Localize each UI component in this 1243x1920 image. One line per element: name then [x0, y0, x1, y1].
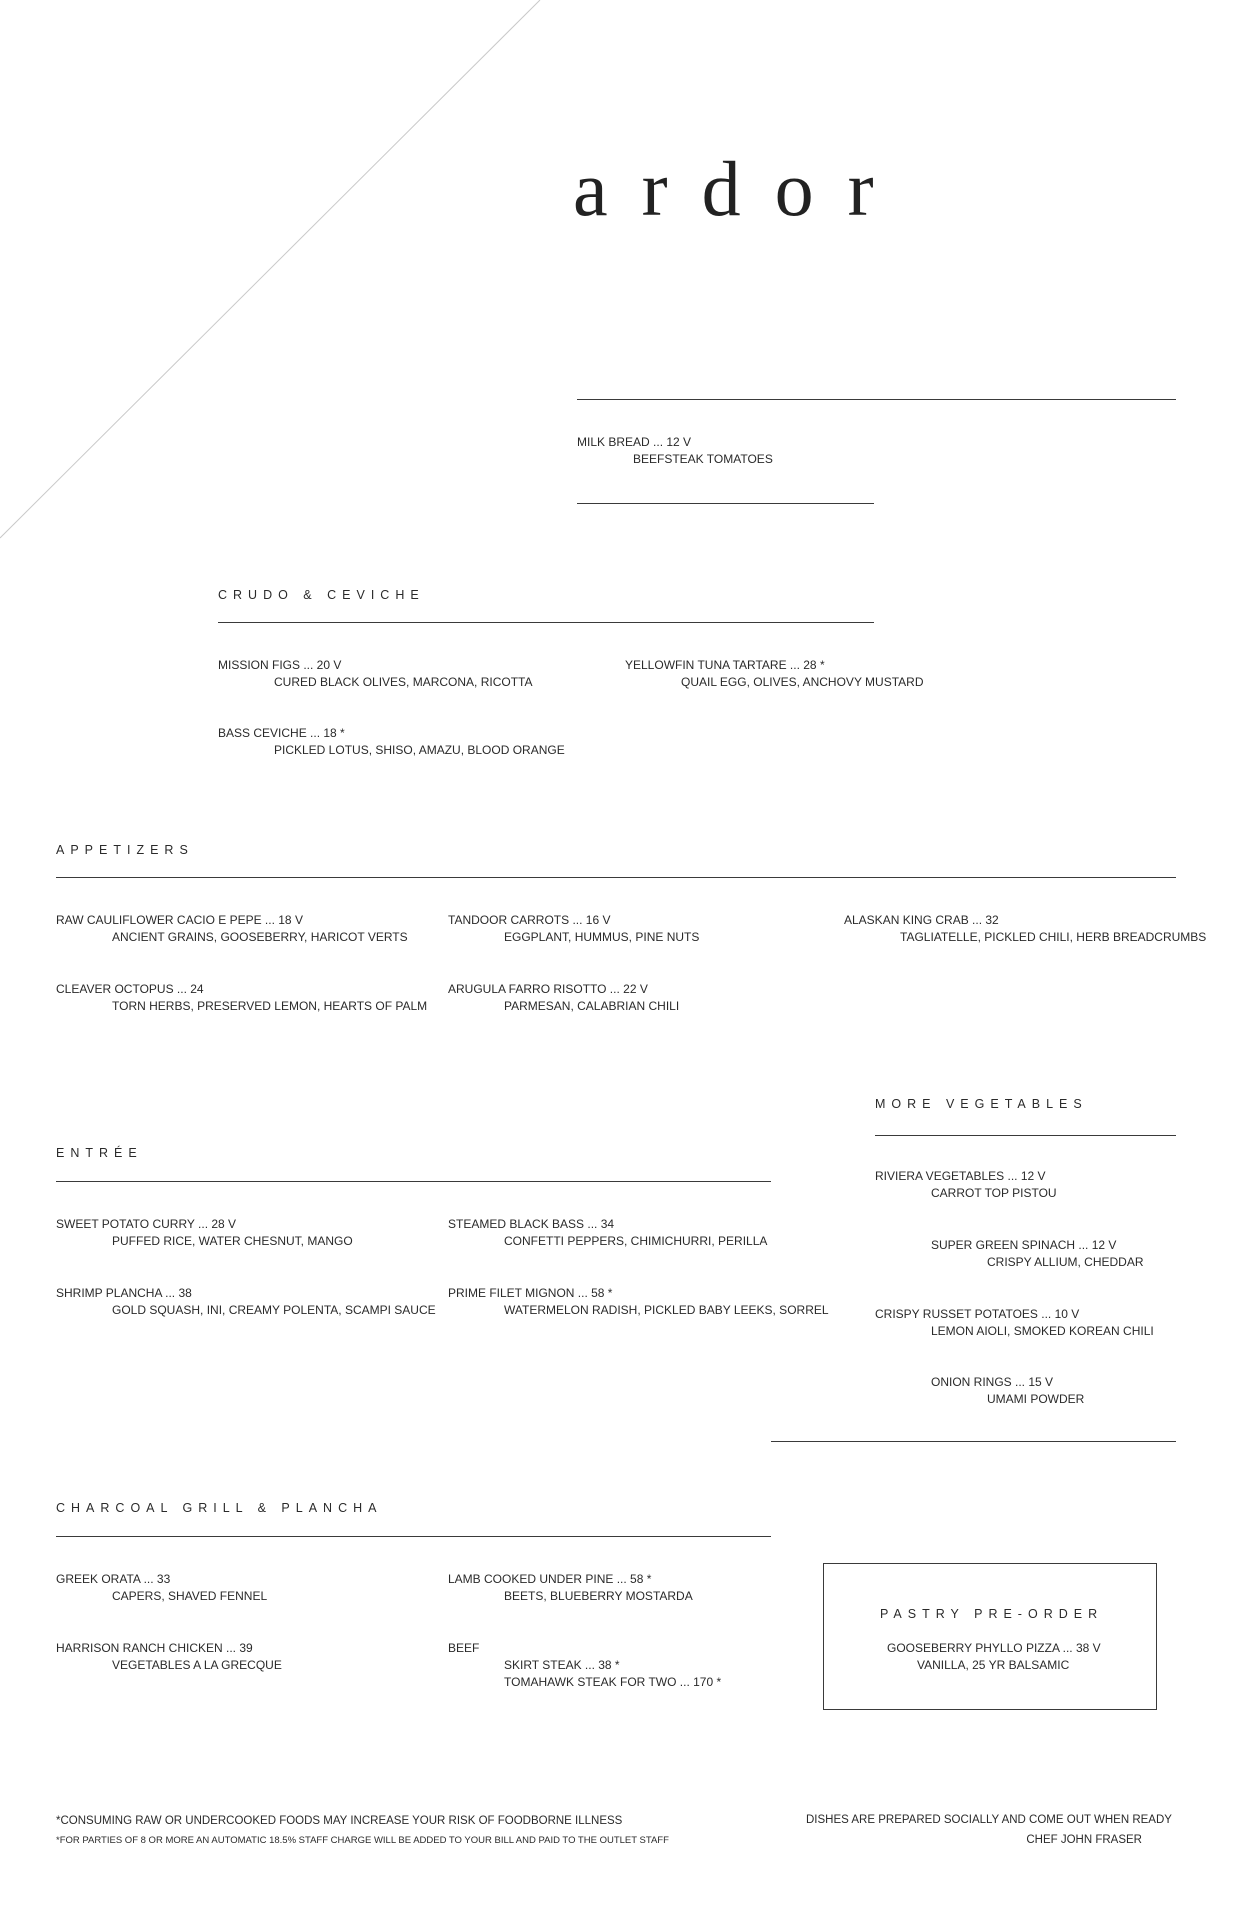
- item-name: SHRIMP PLANCHA ... 38: [56, 1286, 192, 1300]
- item-name: MILK BREAD ... 12 V: [577, 435, 692, 449]
- item-desc: SKIRT STEAK ... 38 *: [504, 1658, 620, 1672]
- menu-item: [448, 1285, 829, 1319]
- item-name: HARRISON RANCH CHICKEN ... 39: [56, 1641, 253, 1655]
- section-title-pastry: PASTRY PRE-ORDER: [880, 1607, 1104, 1621]
- brand-logo: ardor: [573, 145, 908, 232]
- menu-item: [56, 1640, 282, 1674]
- menu-item: [218, 657, 533, 691]
- item-desc: CURED BLACK OLIVES, MARCONA, RICOTTA: [274, 675, 533, 689]
- item-desc: BEETS, BLUEBERRY MOSTARDA: [504, 1589, 693, 1603]
- decorative-diagonal-line: [0, 0, 560, 560]
- item-desc: LEMON AIOLI, SMOKED KOREAN CHILI: [931, 1324, 1154, 1338]
- item-name: TANDOOR CARROTS ... 16 V: [448, 913, 611, 927]
- item-name: GREEK ORATA ... 33: [56, 1572, 171, 1586]
- item-name: ONION RINGS ... 15 V: [931, 1375, 1054, 1389]
- item-desc: ANCIENT GRAINS, GOOSEBERRY, HARICOT VERTS: [112, 930, 408, 944]
- section-title-crudo: CRUDO & CEVICHE: [218, 588, 425, 602]
- menu-item: [448, 1571, 693, 1605]
- menu-item: [448, 981, 679, 1015]
- divider-bread: [577, 503, 874, 504]
- item-name: PRIME FILET MIGNON ... 58 *: [448, 1286, 613, 1300]
- divider-crudo: [218, 622, 874, 623]
- menu-item: [931, 1374, 1084, 1408]
- menu-item: [56, 1571, 267, 1605]
- item-name: SWEET POTATO CURRY ... 28 V: [56, 1217, 237, 1231]
- menu-item: [56, 981, 427, 1015]
- pastry-preorder-box: [823, 1563, 1157, 1710]
- item-desc: VEGETABLES A LA GRECQUE: [112, 1658, 282, 1672]
- section-title-vegetables: MORE VEGETABLES: [875, 1097, 1088, 1111]
- menu-item: [218, 725, 565, 759]
- menu-item: [448, 1216, 767, 1250]
- menu-item: [875, 1306, 1154, 1340]
- menu-item: [56, 1216, 353, 1250]
- footer-note-staff-charge: *FOR PARTIES OF 8 OR MORE AN AUTOMATIC 18.5% STAFF CHARGE WILL BE ADDED TO YOUR BILL AND PAID TO THE OUTLET STAFF: [56, 1835, 669, 1846]
- item-name: CRISPY RUSSET POTATOES ... 10 V: [875, 1307, 1080, 1321]
- item-desc: PARMESAN, CALABRIAN CHILI: [504, 999, 680, 1013]
- item-desc: CONFETTI PEPPERS, CHIMICHURRI, PERILLA: [504, 1234, 768, 1248]
- menu-item: [625, 657, 924, 691]
- item-desc: PICKLED LOTUS, SHISO, AMAZU, BLOOD ORANGE: [274, 743, 565, 757]
- menu-item-bread: [577, 434, 773, 468]
- item-desc: EGGPLANT, HUMMUS, PINE NUTS: [504, 930, 700, 944]
- section-title-grill: CHARCOAL GRILL & PLANCHA: [56, 1501, 383, 1515]
- divider-appetizers: [56, 877, 1176, 878]
- item-name: GOOSEBERRY PHYLLO PIZZA ... 38 V: [887, 1641, 1101, 1655]
- menu-item: [448, 912, 699, 946]
- item-desc: CRISPY ALLIUM, CHEDDAR: [987, 1255, 1144, 1269]
- item-desc: BEEFSTEAK TOMATOES: [633, 452, 773, 466]
- section-title-entree: ENTRÉE: [56, 1146, 143, 1160]
- menu-item: [931, 1237, 1144, 1271]
- item-desc: QUAIL EGG, OLIVES, ANCHOVY MUSTARD: [681, 675, 924, 689]
- menu-item: [844, 912, 1206, 946]
- item-name: ARUGULA FARRO RISOTTO ... 22 V: [448, 982, 648, 996]
- item-desc: CARROT TOP PISTOU: [931, 1186, 1057, 1200]
- item-name: LAMB COOKED UNDER PINE ... 58 *: [448, 1572, 652, 1586]
- menu-item: [56, 912, 408, 946]
- item-name: CLEAVER OCTOPUS ... 24: [56, 982, 204, 996]
- footer-chef-name: CHEF JOHN FRASER: [1026, 1834, 1142, 1846]
- divider-entree: [56, 1181, 771, 1182]
- item-desc: VANILLA, 25 YR BALSAMIC: [917, 1658, 1070, 1672]
- footer-note-raw-food: *CONSUMING RAW OR UNDERCOOKED FOODS MAY INCREASE YOUR RISK OF FOODBORNE ILLNESS: [56, 1815, 623, 1827]
- item-name: BASS CEVICHE ... 18 *: [218, 726, 345, 740]
- divider-grill: [56, 1536, 771, 1537]
- item-name: RIVIERA VEGETABLES ... 12 V: [875, 1169, 1046, 1183]
- item-name: STEAMED BLACK BASS ... 34: [448, 1217, 615, 1231]
- item-name: MISSION FIGS ... 20 V: [218, 658, 342, 672]
- item-desc: UMAMI POWDER: [987, 1392, 1085, 1406]
- item-name: ALASKAN KING CRAB ... 32: [844, 913, 999, 927]
- divider-top: [577, 399, 1176, 400]
- item-name: YELLOWFIN TUNA TARTARE ... 28 *: [625, 658, 825, 672]
- footer-note-dishes: DISHES ARE PREPARED SOCIALLY AND COME OUT WHEN READY: [806, 1814, 1172, 1826]
- menu-item: [887, 1640, 1101, 1674]
- item-name: BEEF: [448, 1641, 480, 1655]
- item-desc: TORN HERBS, PRESERVED LEMON, HEARTS OF PALM: [112, 999, 428, 1013]
- item-desc: TOMAHAWK STEAK FOR TWO ... 170 *: [504, 1675, 722, 1689]
- menu-item: [56, 1285, 436, 1319]
- section-title-appetizers: APPETIZERS: [56, 843, 194, 857]
- divider-vegetables: [875, 1135, 1176, 1136]
- menu-item: [448, 1640, 721, 1691]
- item-desc: GOLD SQUASH, INI, CREAMY POLENTA, SCAMPI SAUCE: [112, 1303, 436, 1317]
- menu-item: [875, 1168, 1057, 1202]
- item-name: SUPER GREEN SPINACH ... 12 V: [931, 1238, 1117, 1252]
- item-desc: TAGLIATELLE, PICKLED CHILI, HERB BREADCRUMBS: [900, 930, 1207, 944]
- divider-vegetables-bottom: [771, 1441, 1176, 1442]
- item-desc: WATERMELON RADISH, PICKLED BABY LEEKS, SORREL: [504, 1303, 829, 1317]
- item-desc: PUFFED RICE, WATER CHESNUT, MANGO: [112, 1234, 353, 1248]
- item-desc: CAPERS, SHAVED FENNEL: [112, 1589, 268, 1603]
- item-name: RAW CAULIFLOWER CACIO E PEPE ... 18 V: [56, 913, 303, 927]
